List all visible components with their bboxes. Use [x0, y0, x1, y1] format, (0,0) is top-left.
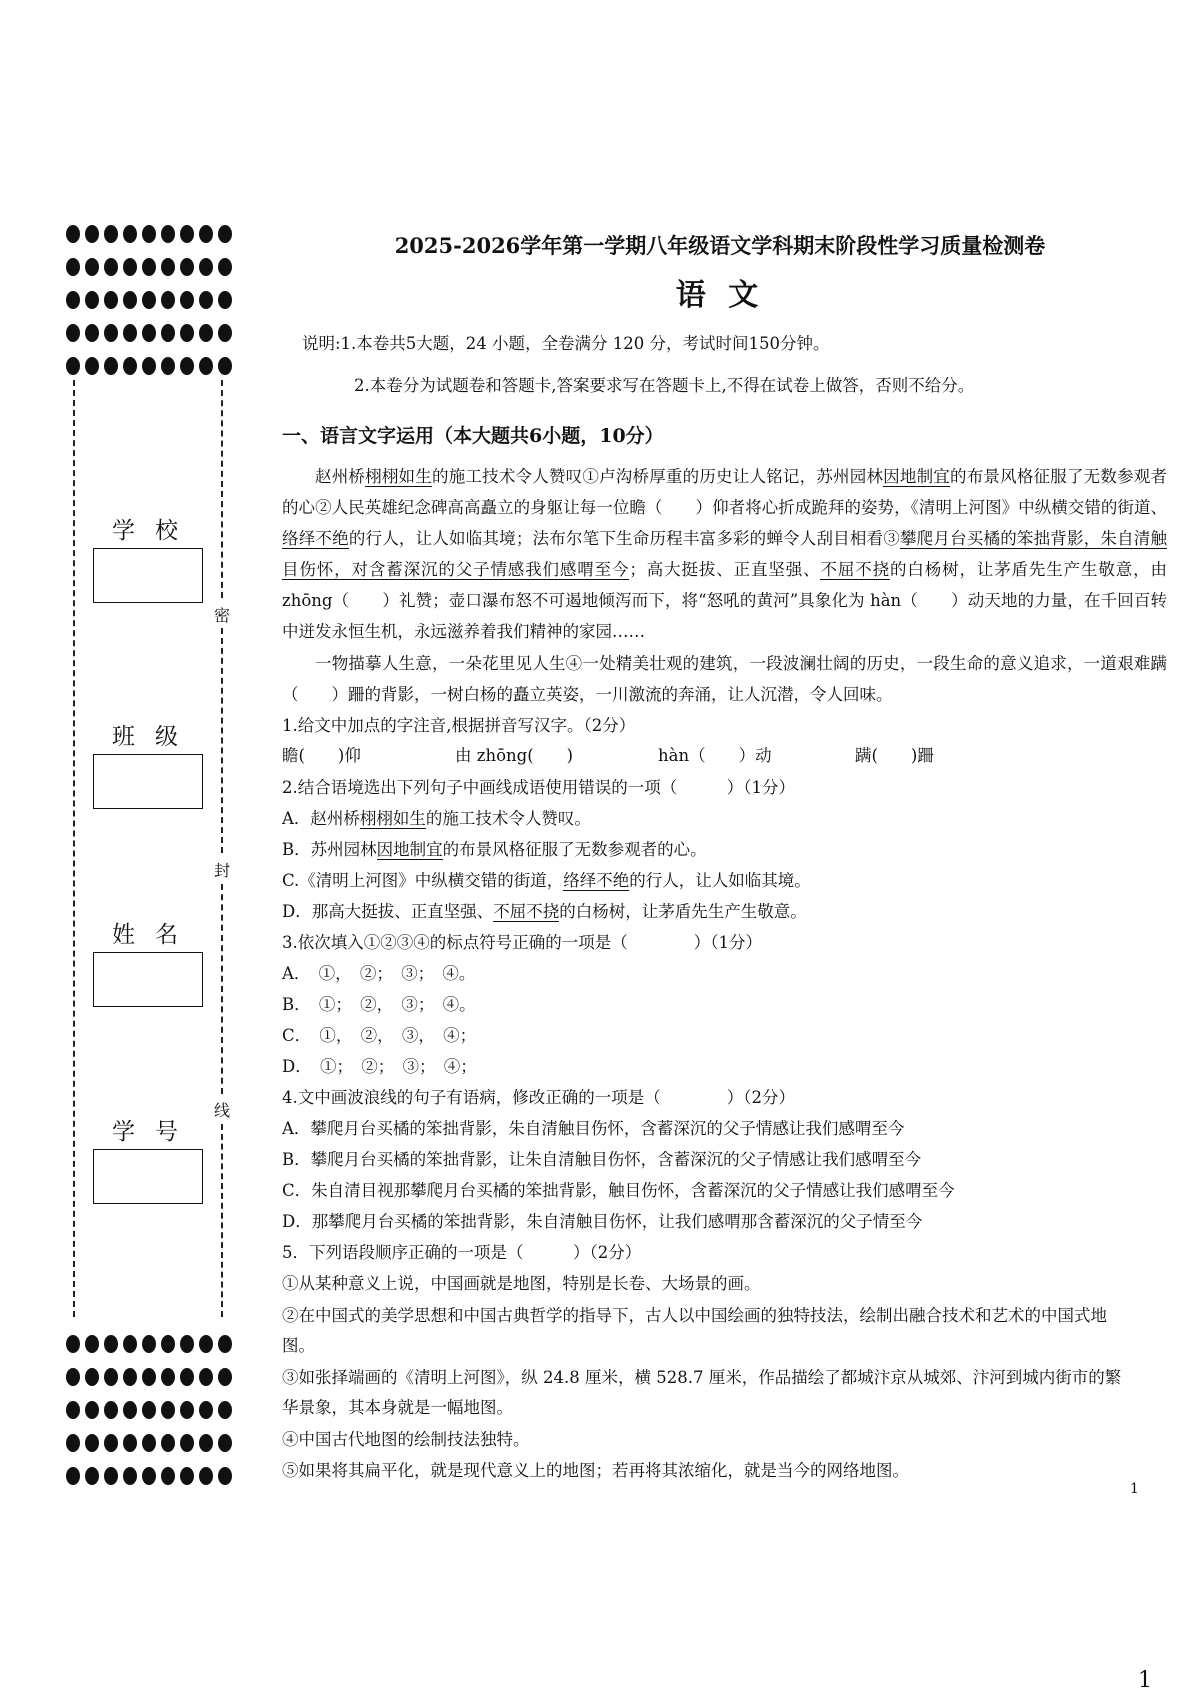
class-box[interactable] — [93, 754, 203, 809]
q2-option-c[interactable]: C.《清明上河图》中纵横交错的街道，络绎不绝的行人，让人如临其境。 — [282, 871, 811, 890]
q3-option-d[interactable]: D． ①； ②； ③； ④； — [282, 1057, 477, 1076]
dot-row-top-4 — [66, 323, 232, 343]
dot-row-top-2 — [66, 257, 232, 277]
page-number-outer: 1 — [1138, 1668, 1152, 1693]
q1-item-4: 蹒( )跚 — [855, 746, 934, 765]
class-label: 班级 — [112, 724, 198, 750]
q3-option-b[interactable]: B． ①； ②， ③； ④。 — [282, 995, 476, 1014]
underlined-idiom-2: 因地制宜 — [883, 467, 950, 486]
dot-row-top-5 — [66, 356, 232, 376]
section-1-heading: 一、语言文字运用（本大题共6小题，10分） — [282, 425, 664, 447]
underlined-idiom-1: 栩栩如生 — [365, 467, 432, 486]
number-box[interactable] — [93, 1149, 203, 1204]
seal-xian: 线 — [213, 1101, 230, 1120]
question-5-stem: 5．下列语段顺序正确的一项是（ ）（2分） — [282, 1243, 642, 1262]
dashed-line-right-2 — [221, 628, 223, 853]
seal-feng: 封 — [213, 861, 230, 880]
seal-mi: 密 — [213, 606, 230, 625]
dashed-line-right-1 — [221, 380, 223, 598]
q5-item-1: ①从某种意义上说，中国画就是地图，特别是长卷、大场景的画。 — [282, 1274, 761, 1293]
dot-row-bottom-3 — [66, 1400, 232, 1420]
dashed-line-left — [73, 380, 75, 1317]
q5-item-5: ⑤如果将其扁平化，就是现代意义上的地图；若再将其浓缩化，就是当今的网络地图。 — [282, 1461, 909, 1480]
dot-row-bottom-2 — [66, 1367, 232, 1387]
passage-paragraph-2: 一物描摹人生意，一朵花里见人生④一处精美壮观的建筑，一段波澜壮阔的历史，一段生命的意义追求，一道艰难蹒（ ）跚的背影，一树白杨的矗立英姿，一川激流的奔涌，让人沉潜，令人回味。 — [282, 654, 1167, 704]
question-1-stem: 1.给文中加点的字注音,根据拼音写汉字。（2分） — [282, 716, 636, 735]
underlined-idiom-3: 络绎不绝 — [282, 529, 349, 548]
instruction-line-1: 说明:1.本卷共5大题，24 小题，全卷满分 120 分，考试时间150分钟。 — [302, 334, 830, 353]
passage-paragraph-1: 赵州桥栩栩如生的施工技术令人赞叹①卢沟桥厚重的历史让人铭记，苏州园林因地制宜的布景风格征服了无数参观者的心②人民英雄纪念碑高高矗立的身躯让每一位瞻（ ）仰者将心折成跪拜的姿势，《清明上河图》中纵横交错的街道、络绎不绝的行人，让人如临其境；法布尔笔下生命历程丰富多彩的蝉令人刮目相看③攀爬月台买橘的笨拙背影，朱自清触目伤怀，对含蓄深沉的父子情感我们感喟至今；高大挺拔、正直坚强、不屈不挠的白杨树，让茅盾先生产生敬意，由 zhōng（ ）礼赞；壶口瀑布怒不可遏地倾泻而下，将“怒吼的黄河”具象化为 hàn（ ）动天地的力量，在千回百转中迸发永恒生机，永远滋养着我们精神的家园…… — [282, 467, 1168, 641]
q2-option-a[interactable]: A．赵州桥栩栩如生的施工技术令人赞叹。 — [282, 809, 591, 828]
name-box[interactable] — [93, 952, 203, 1007]
q4-option-b[interactable]: B．攀爬月台买橘的笨拙背影，让朱自清触目伤怀，含蓄深沉的父子情感让我们感喟至今 — [282, 1150, 922, 1169]
name-label: 姓名 — [112, 922, 198, 948]
school-box[interactable] — [93, 548, 203, 603]
q5-item-3: ③如张择端画的《清明上河图》，纵 24.8 厘米，横 528.7 厘米，作品描绘了都城汴京从城郊、汴河到城内街市的繁 — [282, 1368, 1122, 1387]
question-4-stem: 4.文中画波浪线的句子有语病，修改正确的一项是（ ）（2分） — [282, 1088, 795, 1107]
dashed-line-right-4 — [221, 1124, 223, 1317]
underlined-idiom-4: 不屈不挠 — [820, 560, 890, 579]
q2-option-b[interactable]: B．苏州园林因地制宜的布景风格征服了无数参观者的心。 — [282, 840, 707, 859]
q5-item-2-cont: 图。 — [282, 1336, 315, 1355]
exam-title: 2025-2026学年第一学期八年级语文学科期末阶段性学习质量检测卷 — [394, 233, 1046, 258]
q2-option-d[interactable]: D．那高大挺拔、正直坚强、不屈不挠的白杨树，让茅盾先生产生敬意。 — [282, 902, 807, 921]
q5-item-4: ④中国古代地图的绘制技法独特。 — [282, 1430, 530, 1449]
dashed-line-right-3 — [221, 884, 223, 1094]
q4-option-d[interactable]: D．那攀爬月台买橘的笨拙背影，朱自清触目伤怀，让我们感喟那含蓄深沉的父子情至今 — [282, 1212, 923, 1231]
page-number-inner: 1 — [1130, 1481, 1139, 1497]
dot-row-bottom-5 — [66, 1466, 232, 1486]
instruction-line-2: 2.本卷分为试题卷和答题卡,答案要求写在答题卡上,不得在试卷上做答，否则不给分。 — [354, 376, 975, 395]
wavy-underlined-sentence: 攀爬月台买橘的笨拙背影，朱自清触目伤怀，对含蓄深沉的父子情感我们感喟至今 — [282, 529, 1168, 579]
dot-row-top-1 — [66, 224, 232, 244]
q4-option-a[interactable]: A．攀爬月台买橘的笨拙背影，朱自清触目伤怀，含蓄深沉的父子情感让我们感喟至今 — [282, 1119, 905, 1138]
q4-option-c[interactable]: C．朱自清目视那攀爬月台买橘的笨拙背影，触目伤怀，含蓄深沉的父子情感让我们感喟至今 — [282, 1181, 955, 1200]
dot-row-bottom-1 — [66, 1334, 232, 1354]
q3-option-a[interactable]: A． ①， ②； ③； ④。 — [282, 964, 476, 983]
q3-option-c[interactable]: C． ①， ②， ③， ④； — [282, 1026, 477, 1045]
dot-row-bottom-4 — [66, 1433, 232, 1453]
q5-item-2: ②在中国式的美学思想和中国古典哲学的指导下，古人以中国绘画的独特技法，绘制出融合技术和艺术的中国式地 — [282, 1306, 1107, 1325]
question-2-stem: 2.结合语境选出下列句子中画线成语使用错误的一项（ ）（1分） — [282, 778, 795, 797]
q1-item-1: 瞻( )仰 — [282, 746, 361, 765]
q1-item-3: hàn（ ）动 — [658, 746, 772, 765]
number-label: 学号 — [112, 1119, 198, 1145]
subject-title: 语 文 — [675, 278, 765, 313]
q5-item-3-cont: 华景象，其本身就是一幅地图。 — [282, 1398, 513, 1417]
question-3-stem: 3.依次填入①②③④的标点符号正确的一项是（ ）（1分） — [282, 933, 762, 952]
school-label: 学校 — [112, 518, 198, 544]
q1-item-2: 由 zhōng( ) — [455, 746, 574, 765]
dot-row-top-3 — [66, 290, 232, 310]
